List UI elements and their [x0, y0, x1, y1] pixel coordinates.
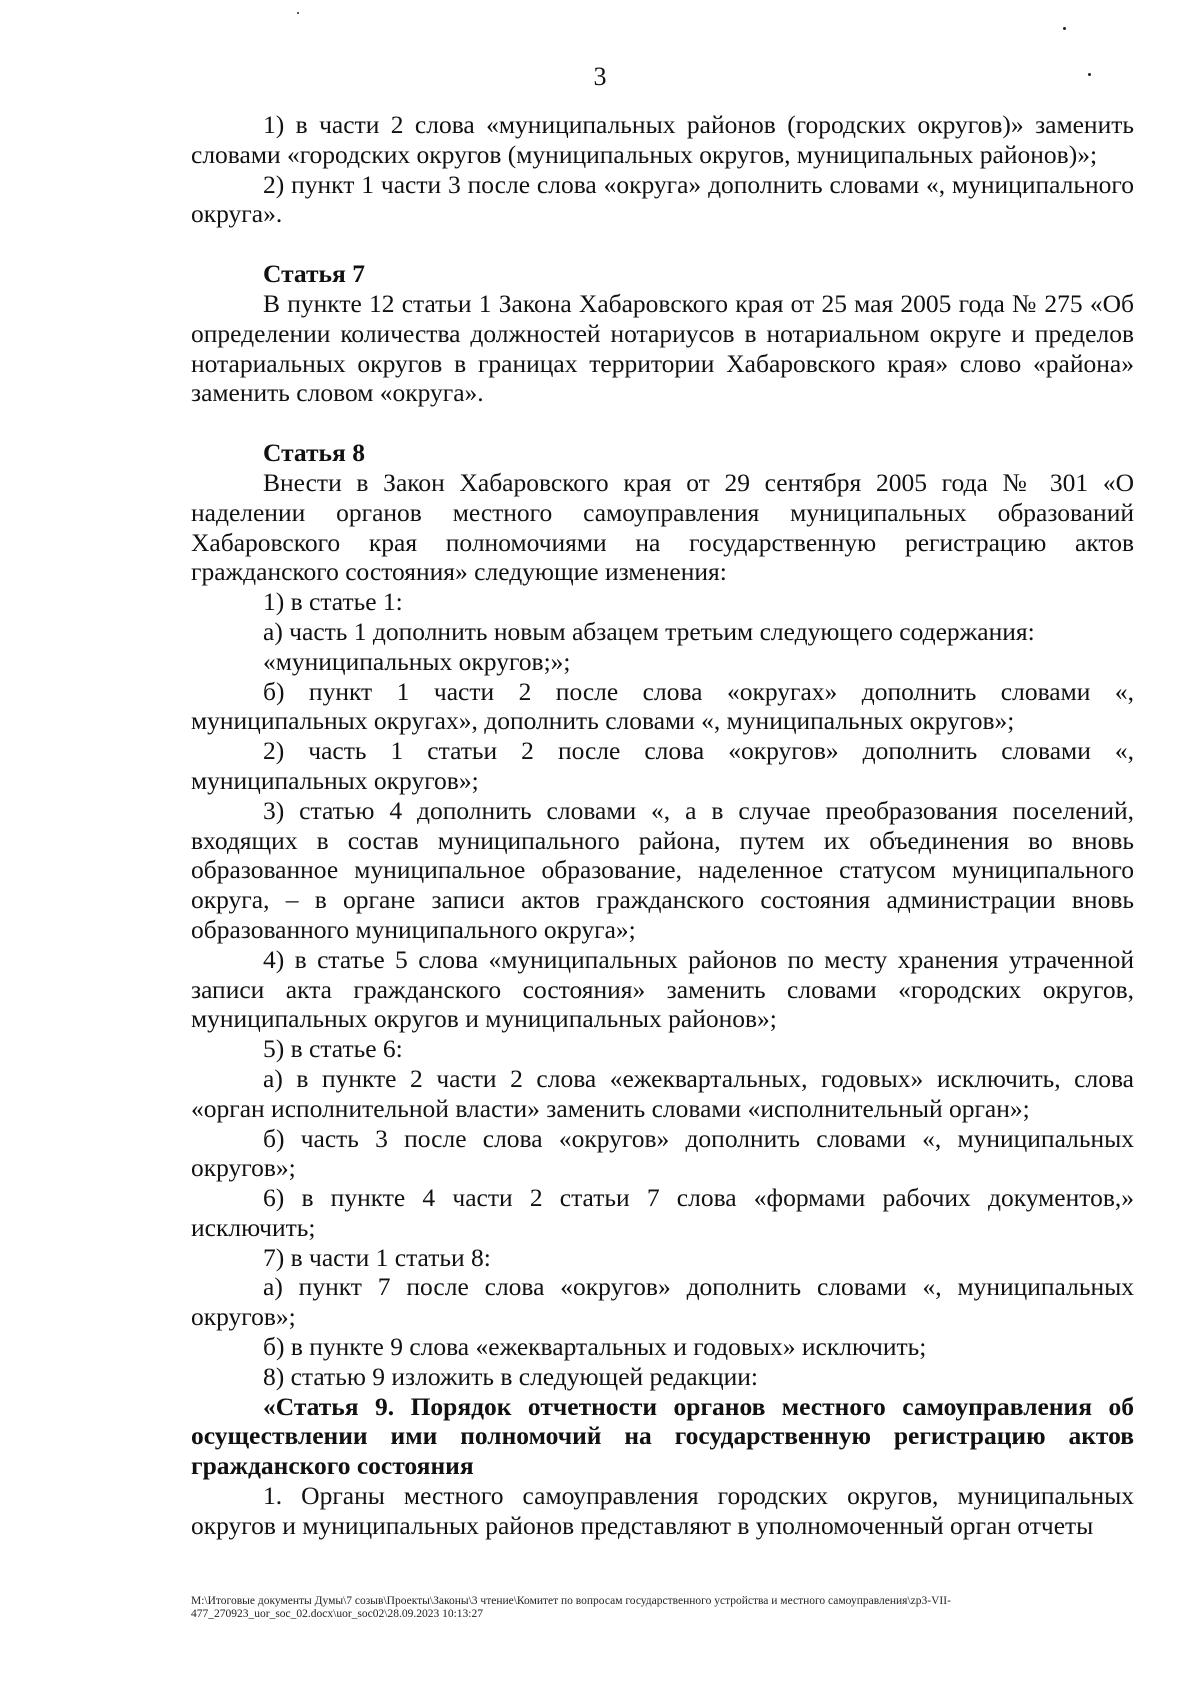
page-number: 3 [593, 62, 607, 91]
body-paragraph: 4) в статье 5 слова «муниципальных районов по месту хранения утраченной записи акта гражданского состояния» заменить словами «городских округов, муниципальных округов и муниципальных районов»; [191, 944, 1134, 1034]
document-body [191, 110, 1134, 1541]
article-title-quoted: «Статья 9. Порядок отчетности органов местного самоуправления об осуществлении ими полномочий на государственную регистрацию актов гражданского состояния [191, 1391, 1134, 1481]
body-paragraph: 2) часть 1 статьи 2 после слова «округов» дополнить словами «, муниципальных округов»; [191, 736, 1134, 795]
body-paragraph: «муниципальных округов;»; [263, 646, 571, 676]
body-paragraph: б) пункт 1 части 2 после слова «округах» дополнить словами «, муниципальных округах», дополнить словами «, муниципальных округов»; [191, 676, 1134, 736]
body-paragraph: 2) пункт 1 части 3 после слова «округа» дополнить словами «, муниципального округа». [191, 169, 1134, 229]
scan-speck [297, 12, 299, 14]
body-paragraph: а) часть 1 дополнить новым абзацем третьим следующего содержания: [263, 616, 1035, 646]
body-paragraph: 8) статью 9 изложить в следующей редакции: [263, 1361, 758, 1391]
body-paragraph: б) часть 3 после слова «округов» дополнить словами «, муниципальных округов»; [191, 1123, 1134, 1183]
body-paragraph: б) в пункте 9 слова «ежеквартальных и годовых» исключить; [263, 1332, 927, 1362]
body-paragraph: В пункте 12 статьи 1 Закона Хабаровского края от 25 мая 2005 года № 275 «Об определении количества должностей нотариусов в нотариальном округе и пределов нотариальных округов в границах территории Хабаровского края» слово «района» заменить словом «округа». [191, 288, 1134, 408]
scan-speck [1063, 27, 1066, 30]
article-heading: Статья 7 [263, 259, 365, 289]
body-paragraph: 7) в части 1 статьи 8: [263, 1242, 491, 1272]
body-paragraph: 1) в части 2 слова «муниципальных районов (городских округов)» заменить словами «городских округов (муниципальных округов, муниципальных районов)»; [191, 110, 1134, 169]
article-heading: Статья 8 [263, 438, 365, 468]
body-paragraph: Внести в Закон Хабаровского края от 29 сентября 2005 года № 301 «О наделении органов местного самоуправления муниципальных образований Хабаровского края полномочиями на государственную регистрацию актов гражданского состояния» следующие изменения: [191, 467, 1134, 587]
body-paragraph: а) в пункте 2 части 2 слова «ежеквартальных, годовых» исключить, слова «орган исполнительной власти» заменить словами «исполнительный орган»; [191, 1063, 1134, 1123]
file-path-footer: М:\Итоговые документы Думы\7 созыв\Проекты\Законы\3 чтение\Комитет по вопросам государственного устройства и местного самоуправления\zp3-VII-477_270923_uor_soc_02.docx\uor_soc02\28.09.2023 10:13:27 [191, 1595, 951, 1620]
body-paragraph: 1. Органы местного самоуправления городских округов, муниципальных округов и муниципальных районов представляют в уполномоченный орган отчеты [191, 1481, 1134, 1540]
body-paragraph: 1) в статье 1: [263, 587, 403, 617]
body-paragraph: 5) в статье 6: [263, 1034, 403, 1064]
body-paragraph: а) пункт 7 после слова «округов» дополнить словами «, муниципальных округов»; [191, 1272, 1134, 1332]
body-paragraph: 6) в пункте 4 части 2 статьи 7 слова «формами рабочих документов,» исключить; [191, 1183, 1134, 1242]
body-paragraph: 3) статью 4 дополнить словами «, а в случае преобразования поселений, входящих в состав муниципального района, путем их объединения во вновь образованное муниципальное образование, наделенное статусом муниципального округа, – в органе записи актов гражданского состояния администрации вновь образованного муниципального округа»; [191, 795, 1134, 944]
